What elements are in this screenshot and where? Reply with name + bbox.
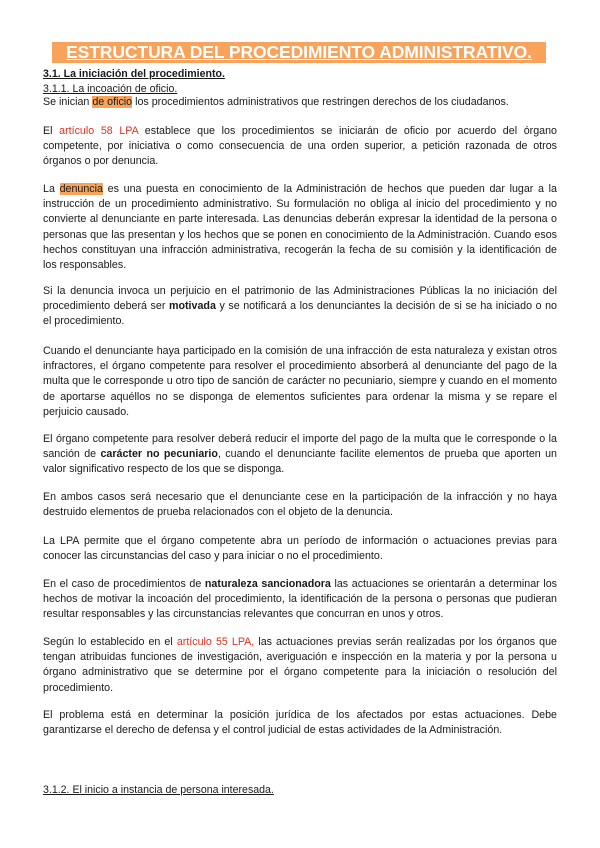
document-title: ESTRUCTURA DEL PROCEDIMIENTO ADMINISTRATIVO. [52,42,546,63]
paragraph-11: El problema está en determinar la posición jurídica de los afectados por estas actuaciones. Debe garantizarse el derecho de defensa y el control judicial de estas actividades de la Administración. [43,709,557,737]
paragraph-10: Según lo establecido en el artículo 55 LPA, las actuaciones previas serán realizadas por los órganos que tengan atribuidas funciones de investigación, averiguación e inspección en la materia y por la persona u órgano administrativo que se determine por el órgano competente para la iniciación o resolución del procedimiento. [43,636,557,694]
highlight-de-oficio: de oficio [92,96,133,108]
paragraph-3: La denuncia es una puesta en conocimiento de la Administración de hechos que pueden dar lugar a la instrucción de un procedimiento administrativo. Su formulación no obliga al inicio del procedimiento y no convierte al denunciante en parte interesada. Las denuncias deberán expresar la identidad de la persona o personas que las presentan y los hechos que se ponen en conocimiento de la Administración. Cuando esos hechos constituyan una infracción administrativa, recogerán la fecha de su comisión y la identificación de los responsables. [43,183,557,272]
paragraph-9: En el caso de procedimientos de naturaleza sancionadora las actuaciones se orientarán a determinar los hechos de motivar la incoación del procedimiento, la identificación de la persona o personas que pudieran resultar responsables y las circunstancias relevantes que concurran en unos y otros. [43,578,557,621]
article-reference: artículo 58 LPA [59,125,139,137]
subsection-heading: 3.1.2. El inicio a instancia de persona interesada. [43,784,274,796]
subsection-heading: 3.1.1. La incoación de oficio. [43,83,178,95]
bold-term: motivada [168,300,216,313]
paragraph-7: En ambos casos será necesario que el denunciante cese en la participación de la infracción y no haya destruido elementos de prueba relacionados con el objeto de la denuncia. [43,491,557,519]
paragraph-2: El artículo 58 LPA establece que los procedimientos se iniciarán de oficio por acuerdo del órgano competente, por iniciativa o como consecuencia de una orden superior, a petición razonada de otros órganos o por denuncia. [43,125,557,168]
highlight-denuncia: denuncia [59,183,103,195]
paragraph-5: Cuando el denunciante haya participado en la comisión de una infracción de esta naturaleza y existan otros infractores, el órgano competente para resolver el procedimiento absorberá al denunciante del pago de la multa que le corresponde u otro tipo de sanción de carácter no pecuniario, siempre y cuando en el momento de aportarse aquéllos no se disponga de elementos suficientes para ordenar la misma y se repare el perjuicio causado. [43,345,557,418]
paragraph-1: Se inician de oficio los procedimientos administrativos que restringen derechos de los ciudadanos. [43,96,509,108]
paragraph-6: El órgano competente para resolver deberá reducir el importe del pago de la multa que le corresponde o la sanción de carácter no pecuniario, cuando el denunciante facilite elementos de prueba que aporten un valor significativo respecto de los que se disponga. [43,433,557,476]
article-reference: artículo 55 LPA, [176,636,255,648]
section-heading: 3.1. La iniciación del procedimiento. [43,68,225,80]
bold-term: naturaleza sancionadora [204,578,331,590]
paragraph-4: Si la denuncia invoca un perjuicio en el patrimonio de las Administraciones Públicas la no iniciación del procedimiento deberá ser motivada y se notificará a los denunciantes la decisión de si se ha iniciado o no el procedimiento. [43,285,557,328]
bold-term: carácter no pecuniario [100,448,218,461]
paragraph-8: La LPA permite que el órgano competente abra un período de información o actuaciones previas para conocer las circunstancias del caso y para iniciar o no el procedimiento. [43,535,557,563]
